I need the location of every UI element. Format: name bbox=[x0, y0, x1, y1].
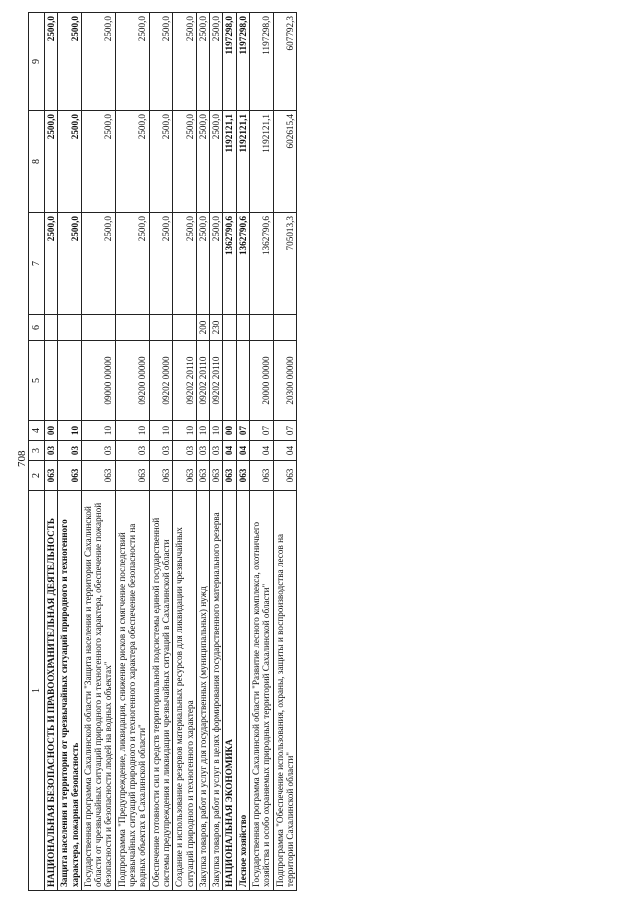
amount-col-8: 1192121,1 bbox=[250, 111, 274, 213]
expense-type-code bbox=[250, 315, 274, 341]
amount-col-9: 2500,0 bbox=[115, 13, 149, 111]
row-name: НАЦИОНАЛЬНАЯ БЕЗОПАСНОСТЬ И ПРАВООХРАНИТЕЛЬНАЯ ДЕЯТЕЛЬНОСТЬ bbox=[45, 491, 58, 891]
ministry-code: 063 bbox=[236, 461, 249, 491]
target-article-code: 09202 20110 bbox=[196, 341, 209, 421]
expense-type-code bbox=[236, 315, 249, 341]
amount-col-9: 2500,0 bbox=[196, 13, 209, 111]
expense-type-code bbox=[58, 315, 82, 341]
section-code: 03 bbox=[149, 441, 173, 461]
amount-col-7: 1362790,6 bbox=[250, 213, 274, 315]
section-code: 03 bbox=[58, 441, 82, 461]
row-name: НАЦИОНАЛЬНАЯ ЭКОНОМИКА bbox=[223, 491, 236, 891]
table-row bbox=[58, 13, 82, 891]
table-row bbox=[115, 13, 149, 891]
table-row bbox=[45, 13, 58, 891]
amount-col-9: 1197298,0 bbox=[223, 13, 236, 111]
row-name: Создание и использование резервов материальных ресурсов для ликвидации чрезвычайных ситуаций природного и техногенного характера bbox=[173, 491, 197, 891]
subsection-code: 10 bbox=[173, 421, 197, 441]
ministry-code: 063 bbox=[250, 461, 274, 491]
table-row bbox=[210, 13, 223, 891]
expense-type-code bbox=[223, 315, 236, 341]
subsection-code: 10 bbox=[81, 421, 115, 441]
column-header: 6 bbox=[29, 315, 45, 341]
expense-type-code bbox=[81, 315, 115, 341]
amount-col-7: 2500,0 bbox=[196, 213, 209, 315]
amount-col-8: 2500,0 bbox=[45, 111, 58, 213]
table-row bbox=[273, 13, 297, 891]
amount-col-8: 2500,0 bbox=[115, 111, 149, 213]
target-article-code bbox=[45, 341, 58, 421]
column-header: 9 bbox=[29, 13, 45, 111]
amount-col-9: 2500,0 bbox=[173, 13, 197, 111]
amount-col-8: 1192121,1 bbox=[236, 111, 249, 213]
target-article-code bbox=[236, 341, 249, 421]
target-article-code: 09000 00000 bbox=[81, 341, 115, 421]
section-code: 04 bbox=[236, 441, 249, 461]
ministry-code: 063 bbox=[45, 461, 58, 491]
amount-col-9: 2500,0 bbox=[81, 13, 115, 111]
table-row bbox=[223, 13, 236, 891]
amount-col-7: 705013,3 bbox=[273, 213, 297, 315]
amount-col-8: 1192121,1 bbox=[223, 111, 236, 213]
amount-col-8: 2500,0 bbox=[210, 111, 223, 213]
row-name: Подпрограмма "Предупреждение, ликвидация, снижение рисков и смягчение последствий чрезвычайных ситуаций природного и техногенного характера обеспечение безопасности на водных объектах в Сахалинской области" bbox=[115, 491, 149, 891]
table-row bbox=[81, 13, 115, 891]
table-row bbox=[196, 13, 209, 891]
column-header: 2 bbox=[29, 461, 45, 491]
ministry-code: 063 bbox=[173, 461, 197, 491]
row-name: Лесное хозяйство bbox=[236, 491, 249, 891]
section-code: 03 bbox=[45, 441, 58, 461]
amount-col-8: 2500,0 bbox=[196, 111, 209, 213]
amount-col-7: 2500,0 bbox=[210, 213, 223, 315]
column-header: 1 bbox=[29, 491, 45, 891]
section-code: 04 bbox=[273, 441, 297, 461]
table-row bbox=[250, 13, 274, 891]
target-article-code: 09202 20110 bbox=[173, 341, 197, 421]
section-code: 03 bbox=[210, 441, 223, 461]
amount-col-9: 607792,3 bbox=[273, 13, 297, 111]
row-name: Государственная программа Сахалинской области "Развитие лесного комплекса, охотничьего хозяйства и особо охраняемых природных территорий Сахалинской области" bbox=[250, 491, 274, 891]
amount-col-7: 1362790,6 bbox=[236, 213, 249, 315]
amount-col-7: 2500,0 bbox=[115, 213, 149, 315]
column-header: 8 bbox=[29, 111, 45, 213]
target-article-code: 09202 00000 bbox=[149, 341, 173, 421]
amount-col-7: 2500,0 bbox=[149, 213, 173, 315]
column-number-row bbox=[29, 13, 45, 891]
section-code: 03 bbox=[115, 441, 149, 461]
column-header: 3 bbox=[29, 441, 45, 461]
ministry-code: 063 bbox=[81, 461, 115, 491]
column-header: 7 bbox=[29, 213, 45, 315]
row-name: Защита населения и территории от чрезвычайных ситуаций природного и техногенного характера, пожарная безопасность bbox=[58, 491, 82, 891]
ministry-code: 063 bbox=[210, 461, 223, 491]
page-number: 708 bbox=[16, 450, 28, 467]
amount-col-9: 1197298,0 bbox=[250, 13, 274, 111]
ministry-code: 063 bbox=[196, 461, 209, 491]
subsection-code: 07 bbox=[250, 421, 274, 441]
subsection-code: 10 bbox=[115, 421, 149, 441]
amount-col-7: 2500,0 bbox=[45, 213, 58, 315]
expense-type-code bbox=[45, 315, 58, 341]
section-code: 04 bbox=[250, 441, 274, 461]
row-name: Государственная программа Сахалинской области "Защита населения и территории Сахалинской области от чрезвычайных ситуаций природного и техногенного характера, обеспечение пожарной безопасности и безопасности людей на водных объектах" bbox=[81, 491, 115, 891]
expense-type-code bbox=[149, 315, 173, 341]
table-row bbox=[173, 13, 197, 891]
amount-col-7: 2500,0 bbox=[173, 213, 197, 315]
expense-type-code bbox=[115, 315, 149, 341]
subsection-code: 00 bbox=[45, 421, 58, 441]
amount-col-8: 602615,4 bbox=[273, 111, 297, 213]
amount-col-8: 2500,0 bbox=[173, 111, 197, 213]
subsection-code: 00 bbox=[223, 421, 236, 441]
column-header: 4 bbox=[29, 421, 45, 441]
target-article-code: 09202 20110 bbox=[210, 341, 223, 421]
amount-col-8: 2500,0 bbox=[149, 111, 173, 213]
column-header: 5 bbox=[29, 341, 45, 421]
table-row bbox=[236, 13, 249, 891]
section-code: 04 bbox=[223, 441, 236, 461]
subsection-code: 10 bbox=[196, 421, 209, 441]
subsection-code: 07 bbox=[236, 421, 249, 441]
target-article-code: 20000 00000 bbox=[250, 341, 274, 421]
row-name: Закупка товаров, работ и услуг для государственных (муниципальных) нужд bbox=[196, 491, 209, 891]
expense-type-code bbox=[173, 315, 197, 341]
section-code: 03 bbox=[196, 441, 209, 461]
target-article-code bbox=[223, 341, 236, 421]
amount-col-7: 2500,0 bbox=[81, 213, 115, 315]
amount-col-9: 2500,0 bbox=[149, 13, 173, 111]
ministry-code: 063 bbox=[58, 461, 82, 491]
section-code: 03 bbox=[173, 441, 197, 461]
row-name: Подпрограмма "Обеспечение использования, охраны, защиты и воспроизводства лесов на территории Сахалинской области" bbox=[273, 491, 297, 891]
amount-col-8: 2500,0 bbox=[81, 111, 115, 213]
row-name: Обеспечение готовности сил и средств территориальной подсистемы единой государственной системы предупреждения и ликвидации чрезвычайных ситуаций в Сахалинской области bbox=[149, 491, 173, 891]
section-code: 03 bbox=[81, 441, 115, 461]
ministry-code: 063 bbox=[273, 461, 297, 491]
subsection-code: 07 bbox=[273, 421, 297, 441]
target-article-code bbox=[58, 341, 82, 421]
ministry-code: 063 bbox=[149, 461, 173, 491]
amount-col-8: 2500,0 bbox=[58, 111, 82, 213]
ministry-code: 063 bbox=[223, 461, 236, 491]
subsection-code: 10 bbox=[58, 421, 82, 441]
target-article-code: 09200 00000 bbox=[115, 341, 149, 421]
amount-col-7: 2500,0 bbox=[58, 213, 82, 315]
target-article-code: 20300 00000 bbox=[273, 341, 297, 421]
amount-col-9: 2500,0 bbox=[45, 13, 58, 111]
subsection-code: 10 bbox=[210, 421, 223, 441]
row-name: Закупка товаров, работ и услуг в целях формирования государственного материального резерва bbox=[210, 491, 223, 891]
amount-col-9: 1197298,0 bbox=[236, 13, 249, 111]
ministry-code: 063 bbox=[115, 461, 149, 491]
amount-col-9: 2500,0 bbox=[210, 13, 223, 111]
subsection-code: 10 bbox=[149, 421, 173, 441]
table-row bbox=[149, 13, 173, 891]
expense-type-code: 230 bbox=[210, 315, 223, 341]
expense-type-code bbox=[273, 315, 297, 341]
budget-table bbox=[28, 12, 297, 891]
amount-col-7: 1362790,6 bbox=[223, 213, 236, 315]
expense-type-code: 200 bbox=[196, 315, 209, 341]
amount-col-9: 2500,0 bbox=[58, 13, 82, 111]
